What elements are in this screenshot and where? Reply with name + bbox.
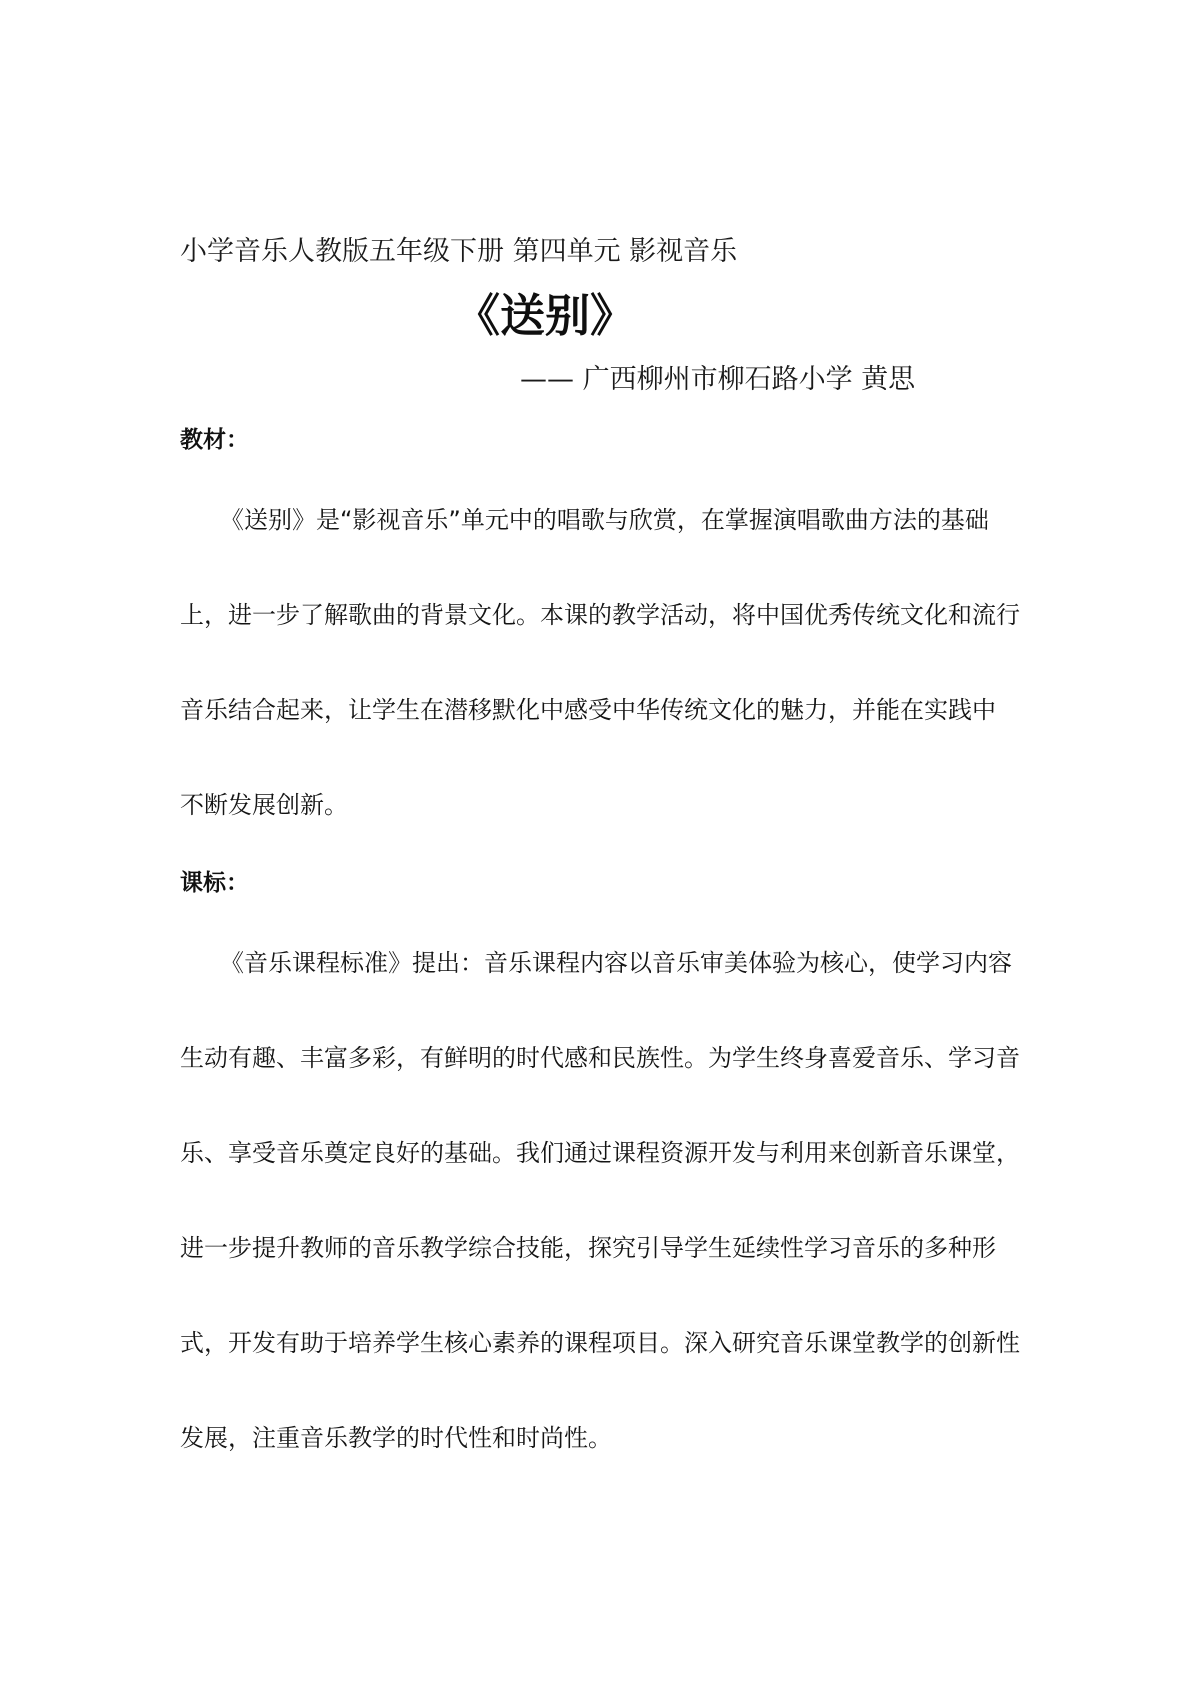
curriculum-paragraph-line: 式，开发有助于培养学生核心素养的课程项目。深入研究音乐课堂教学的创新性 [180,1329,1020,1357]
lesson-title: 《送别》 [455,289,636,342]
lesson-subtitle: 小学音乐人教版五年级下册 第四单元 影视音乐 [180,236,738,267]
section-heading-textbook: 教材： [180,427,249,453]
textbook-paragraph-line: 音乐结合起来，让学生在潜移默化中感受中华传统文化的魅力，并能在实践中 [180,696,996,724]
curriculum-paragraph-line: 进一步提升教师的音乐教学综合技能，探究引导学生延续性学习音乐的多种形 [180,1234,996,1262]
section-heading-curriculum-standard: 课标： [180,870,249,896]
curriculum-paragraph-line: 生动有趣、丰富多彩，有鲜明的时代感和民族性。为学生终身喜爱音乐、学习音 [180,1044,1020,1072]
author-line: —— 广西柳州市柳石路小学 黄思 [520,364,916,395]
curriculum-paragraph-line: 发展，注重音乐教学的时代性和时尚性。 [180,1424,612,1452]
textbook-paragraph-line: 不断发展创新。 [180,791,348,819]
textbook-paragraph-line: 《送别》是“影视音乐”单元中的唱歌与欣赏，在掌握演唱歌曲方法的基础 [220,506,989,534]
textbook-paragraph-line: 上，进一步了解歌曲的背景文化。本课的教学活动，将中国优秀传统文化和流行 [180,601,1020,629]
curriculum-paragraph-line: 《音乐课程标准》提出：音乐课程内容以音乐审美体验为核心，使学习内容 [220,949,1012,977]
curriculum-paragraph-line: 乐、享受音乐奠定良好的基础。我们通过课程资源开发与利用来创新音乐课堂， [180,1139,1020,1167]
